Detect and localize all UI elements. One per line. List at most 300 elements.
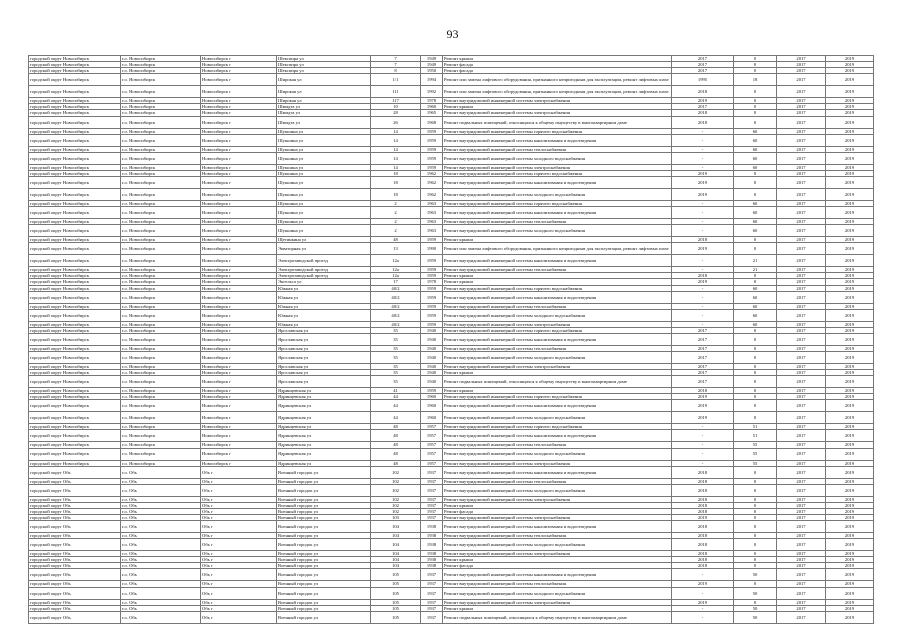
cell-district: г.о. Обь xyxy=(121,496,201,502)
cell-municipality: городской округ Обь xyxy=(29,496,121,502)
cell-settlement: Новосибирск г xyxy=(201,74,277,86)
cell-period-start: 2017 xyxy=(777,146,826,152)
cell-build-year: 1959 xyxy=(421,237,443,243)
table-row xyxy=(29,134,874,146)
cell-build-year: 1937 xyxy=(421,587,443,599)
cell-work-type: Ремонт внутридомовой инженерной системы холодного водоснабжения xyxy=(443,351,672,363)
table-row xyxy=(29,448,874,460)
cell-cost-share: 0 xyxy=(734,496,777,502)
cell-build-year: 1959 xyxy=(421,152,443,164)
cell-work-type: Ремонт крыши xyxy=(443,273,672,279)
cell-work-type: Ремонт внутридомовой инженерной системы канализования и водоотведения xyxy=(443,176,672,188)
cell-district: г.о. Новосибирск xyxy=(121,363,201,369)
cell-settlement: Новосибирск г xyxy=(201,285,277,291)
cell-period-end: 2019 xyxy=(826,460,874,466)
cell-settlement: Новосибирск г xyxy=(201,376,277,388)
cell-district: г.о. Обь xyxy=(121,563,201,569)
cell-plan-year: - xyxy=(672,430,734,442)
cell-house-number: 28 xyxy=(371,110,421,116)
cell-plan-year: 2019 xyxy=(672,581,734,587)
cell-municipality: городской округ Новосибирск xyxy=(29,255,121,267)
cell-plan-year: - xyxy=(672,146,734,152)
cell-work-type: Ремонт внутридомовой инженерной системы теплоснабжения xyxy=(443,478,672,484)
cell-settlement: Новосибирск г xyxy=(201,237,277,243)
cell-period-end: 2019 xyxy=(826,303,874,309)
cell-house-number: 48 xyxy=(371,448,421,460)
cell-municipality: городской округ Новосибирск xyxy=(29,424,121,430)
cell-period-end: 2019 xyxy=(826,134,874,146)
cell-plan-year: - xyxy=(672,285,734,291)
cell-plan-year: 2017 xyxy=(672,104,734,110)
cell-build-year: 1959 xyxy=(421,388,443,394)
cell-house-number: 102 xyxy=(371,484,421,496)
repair-schedule-table-container xyxy=(28,55,873,624)
cell-period-end: 2019 xyxy=(826,551,874,557)
cell-cost-share: 60 xyxy=(734,321,777,327)
cell-house-number: 12а xyxy=(371,273,421,279)
cell-plan-year: - xyxy=(672,442,734,448)
cell-period-end: 2019 xyxy=(826,62,874,68)
cell-district: г.о. Новосибирск xyxy=(121,460,201,466)
cell-work-type: Ремонт внутридомовой инженерной системы горячего водоснабжения xyxy=(443,128,672,134)
cell-plan-year: 2018 xyxy=(672,110,734,116)
cell-cost-share: 60 xyxy=(734,200,777,206)
table-row xyxy=(29,176,874,188)
cell-build-year: 1959 xyxy=(421,321,443,327)
cell-settlement: Обь г xyxy=(201,551,277,557)
cell-cost-share: 0 xyxy=(734,176,777,188)
cell-cost-share: 0 xyxy=(734,363,777,369)
cell-municipality: городской округ Обь xyxy=(29,557,121,563)
table-row xyxy=(29,484,874,496)
cell-municipality: городской округ Новосибирск xyxy=(29,86,121,98)
cell-district: г.о. Новосибирск xyxy=(121,146,201,152)
cell-work-type: Ремонт или замена лифтового оборудования, признанного непригодным для эксплуатации, ремонт лифтовых шахт xyxy=(443,74,672,86)
cell-period-start: 2017 xyxy=(777,86,826,98)
cell-municipality: городской округ Новосибирск xyxy=(29,128,121,134)
cell-street: Ядринцевская ул xyxy=(277,400,371,412)
cell-build-year: 1959 xyxy=(421,255,443,267)
cell-plan-year: - xyxy=(672,164,734,170)
cell-house-number: 12а xyxy=(371,267,421,273)
cell-build-year: 1937 xyxy=(421,581,443,587)
cell-municipality: городской округ Новосибирск xyxy=(29,267,121,273)
cell-build-year: 1978 xyxy=(421,98,443,104)
cell-district: г.о. Обь xyxy=(121,502,201,508)
cell-build-year: 1937 xyxy=(421,508,443,514)
cell-period-start: 2017 xyxy=(777,225,826,237)
cell-settlement: Новосибирск г xyxy=(201,321,277,327)
cell-period-start: 2017 xyxy=(777,557,826,563)
cell-period-end: 2019 xyxy=(826,152,874,164)
cell-period-end: 2019 xyxy=(826,533,874,539)
cell-build-year: 1938 xyxy=(421,521,443,533)
cell-settlement: Новосибирск г xyxy=(201,291,277,303)
cell-house-number: 2 xyxy=(371,200,421,206)
cell-house-number: 103 xyxy=(371,515,421,521)
cell-settlement: Новосибирск г xyxy=(201,345,277,351)
cell-district: г.о. Новосибирск xyxy=(121,424,201,430)
table-row xyxy=(29,333,874,345)
cell-municipality: городской округ Обь xyxy=(29,551,121,557)
cell-period-start: 2017 xyxy=(777,188,826,200)
table-row xyxy=(29,521,874,533)
cell-work-type: Ремонт внутридомовой инженерной системы холодного водоснабжения xyxy=(443,309,672,321)
cell-district: г.о. Новосибирск xyxy=(121,104,201,110)
cell-cost-share: 60 xyxy=(734,285,777,291)
table-row xyxy=(29,291,874,303)
table-row xyxy=(29,376,874,388)
cell-cost-share: 0 xyxy=(734,515,777,521)
cell-build-year: 1960 xyxy=(421,394,443,400)
cell-work-type: Ремонт крыши xyxy=(443,279,672,285)
cell-house-number: 48 xyxy=(371,442,421,448)
cell-house-number: 105 xyxy=(371,569,421,581)
cell-plan-year: - xyxy=(672,605,734,611)
cell-house-number: 48 xyxy=(371,424,421,430)
cell-build-year: 1963 xyxy=(421,207,443,219)
cell-period-start: 2017 xyxy=(777,388,826,394)
cell-district: г.о. Обь xyxy=(121,521,201,533)
cell-municipality: городской округ Новосибирск xyxy=(29,400,121,412)
cell-settlement: Обь г xyxy=(201,508,277,514)
cell-district: г.о. Новосибирск xyxy=(121,164,201,170)
cell-house-number: 14 xyxy=(371,134,421,146)
cell-street: Военный городок ул xyxy=(277,502,371,508)
cell-municipality: городской округ Новосибирск xyxy=(29,219,121,225)
cell-street: Электрозаводской проезд xyxy=(277,255,371,267)
cell-build-year: 1959 xyxy=(421,267,443,273)
cell-build-year: 1978 xyxy=(421,279,443,285)
cell-street: Электрозаводской проезд xyxy=(277,273,371,279)
cell-period-end: 2019 xyxy=(826,219,874,225)
cell-district: г.о. Новосибирск xyxy=(121,237,201,243)
cell-period-end: 2019 xyxy=(826,237,874,243)
cell-work-type: Ремонт фасада xyxy=(443,62,672,68)
cell-cost-share: 60 xyxy=(734,219,777,225)
cell-plan-year: - xyxy=(672,225,734,237)
cell-plan-year: 2017 xyxy=(672,68,734,74)
cell-street: Шекспира ул xyxy=(277,56,371,62)
cell-house-number: 18 xyxy=(371,170,421,176)
cell-district: г.о. Новосибирск xyxy=(121,412,201,424)
cell-plan-year: 2019 xyxy=(672,412,734,424)
cell-municipality: городской округ Новосибирск xyxy=(29,412,121,424)
cell-work-type: Ремонт внутридомовой инженерной системы канализования и водоотведения xyxy=(443,134,672,146)
cell-municipality: городской округ Новосибирск xyxy=(29,146,121,152)
cell-district: г.о. Новосибирск xyxy=(121,243,201,255)
cell-period-end: 2019 xyxy=(826,539,874,551)
cell-plan-year: 2018 xyxy=(672,496,734,502)
cell-cost-share: 50 xyxy=(734,587,777,599)
cell-settlement: Новосибирск г xyxy=(201,98,277,104)
cell-period-end: 2019 xyxy=(826,68,874,74)
cell-period-end: 2019 xyxy=(826,327,874,333)
cell-period-end: 2019 xyxy=(826,502,874,508)
cell-municipality: городской округ Обь xyxy=(29,466,121,478)
cell-period-start: 2017 xyxy=(777,430,826,442)
cell-work-type: Ремонт крыши xyxy=(443,388,672,394)
cell-street: Южная ул xyxy=(277,291,371,303)
cell-period-end: 2019 xyxy=(826,225,874,237)
cell-period-start: 2017 xyxy=(777,484,826,496)
cell-district: г.о. Новосибирск xyxy=(121,448,201,460)
cell-settlement: Новосибирск г xyxy=(201,448,277,460)
cell-period-end: 2019 xyxy=(826,521,874,533)
cell-period-start: 2017 xyxy=(777,478,826,484)
cell-period-end: 2019 xyxy=(826,285,874,291)
cell-build-year: 1959 xyxy=(421,291,443,303)
cell-plan-year: - xyxy=(672,152,734,164)
cell-district: г.о. Новосибирск xyxy=(121,388,201,394)
table-row xyxy=(29,611,874,623)
cell-build-year: 1968 xyxy=(421,116,443,128)
cell-build-year: 1940 xyxy=(421,345,443,351)
cell-house-number: 48 xyxy=(371,460,421,466)
cell-house-number: 1/1 xyxy=(371,74,421,86)
cell-plan-year: 2019 xyxy=(672,400,734,412)
cell-district: г.о. Обь xyxy=(121,508,201,514)
cell-municipality: городской округ Новосибирск xyxy=(29,176,121,188)
cell-period-start: 2017 xyxy=(777,285,826,291)
cell-period-start: 2017 xyxy=(777,333,826,345)
cell-house-number: 17 xyxy=(371,279,421,285)
cell-house-number: 13 xyxy=(371,243,421,255)
cell-period-start: 2017 xyxy=(777,152,826,164)
table-row xyxy=(29,86,874,98)
cell-municipality: городской округ Новосибирск xyxy=(29,116,121,128)
cell-cost-share: 0 xyxy=(734,533,777,539)
cell-plan-year: 2018 xyxy=(672,86,734,98)
cell-municipality: городской округ Новосибирск xyxy=(29,285,121,291)
cell-street: Ярославская ул xyxy=(277,345,371,351)
cell-street: Южная ул xyxy=(277,303,371,309)
cell-build-year: 1937 xyxy=(421,605,443,611)
table-row xyxy=(29,587,874,599)
cell-street: Электрозаводской проезд xyxy=(277,267,371,273)
cell-municipality: городской округ Обь xyxy=(29,508,121,514)
cell-work-type: Ремонт внутридомовой инженерной системы теплоснабжения xyxy=(443,533,672,539)
cell-cost-share: 0 xyxy=(734,502,777,508)
cell-municipality: городской округ Обь xyxy=(29,599,121,605)
cell-build-year: 1960 xyxy=(421,400,443,412)
cell-build-year: 1940 xyxy=(421,376,443,388)
cell-build-year: 1957 xyxy=(421,448,443,460)
cell-period-start: 2017 xyxy=(777,563,826,569)
cell-build-year: 1940 xyxy=(421,370,443,376)
cell-cost-share: 0 xyxy=(734,279,777,285)
cell-cost-share: 0 xyxy=(734,237,777,243)
cell-house-number: 104 xyxy=(371,533,421,539)
cell-period-end: 2019 xyxy=(826,164,874,170)
cell-work-type: Ремонт внутридомовой инженерной системы электроснабжения xyxy=(443,321,672,327)
cell-work-type: Ремонт внутридомовой инженерной системы холодного водоснабжения xyxy=(443,225,672,237)
cell-work-type: Ремонт фасада xyxy=(443,68,672,74)
cell-period-end: 2019 xyxy=(826,442,874,448)
cell-build-year: 1937 xyxy=(421,466,443,478)
cell-build-year: 1963 xyxy=(421,225,443,237)
cell-cost-share: 55 xyxy=(734,442,777,448)
cell-street: Ядринцевская ул xyxy=(277,394,371,400)
cell-district: г.о. Обь xyxy=(121,599,201,605)
cell-work-type: Ремонт внутридомовой инженерной системы электроснабжения xyxy=(443,599,672,605)
table-row xyxy=(29,152,874,164)
cell-build-year: 1959 xyxy=(421,273,443,279)
cell-period-start: 2017 xyxy=(777,370,826,376)
cell-period-start: 2017 xyxy=(777,164,826,170)
cell-street: Военный городок ул xyxy=(277,587,371,599)
cell-municipality: городской округ Новосибирск xyxy=(29,279,121,285)
cell-period-start: 2017 xyxy=(777,273,826,279)
cell-work-type: Ремонт внутридомовой инженерной системы канализования и водоотведения xyxy=(443,400,672,412)
cell-work-type: Ремонт внутридомовой инженерной системы холодного водоснабжения xyxy=(443,448,672,460)
cell-municipality: городской округ Обь xyxy=(29,569,121,581)
cell-cost-share: 0 xyxy=(734,110,777,116)
cell-street: Энгельса ул xyxy=(277,279,371,285)
cell-plan-year: - xyxy=(672,321,734,327)
cell-build-year: 1937 xyxy=(421,599,443,605)
cell-period-end: 2019 xyxy=(826,484,874,496)
cell-build-year: 1959 xyxy=(421,285,443,291)
cell-district: г.о. Новосибирск xyxy=(121,110,201,116)
cell-settlement: Обь г xyxy=(201,539,277,551)
cell-cost-share: 50 xyxy=(734,611,777,623)
cell-district: г.о. Новосибирск xyxy=(121,333,201,345)
cell-plan-year: - xyxy=(672,611,734,623)
cell-build-year: 1940 xyxy=(421,333,443,345)
cell-cost-share: 21 xyxy=(734,267,777,273)
cell-house-number: 102 xyxy=(371,466,421,478)
cell-municipality: городской округ Новосибирск xyxy=(29,273,121,279)
cell-period-end: 2019 xyxy=(826,448,874,460)
cell-plan-year: 2017 xyxy=(672,333,734,345)
cell-work-type: Ремонт внутридомовой инженерной системы электроснабжения xyxy=(443,363,672,369)
cell-district: г.о. Обь xyxy=(121,539,201,551)
cell-district: г.о. Обь xyxy=(121,533,201,539)
cell-district: г.о. Новосибирск xyxy=(121,327,201,333)
cell-house-number: 105 xyxy=(371,581,421,587)
cell-period-end: 2019 xyxy=(826,267,874,273)
cell-period-end: 2019 xyxy=(826,170,874,176)
cell-period-start: 2017 xyxy=(777,243,826,255)
cell-municipality: городской округ Обь xyxy=(29,563,121,569)
cell-house-number: 35 xyxy=(371,351,421,363)
cell-municipality: городской округ Новосибирск xyxy=(29,442,121,448)
cell-house-number: 35 xyxy=(371,376,421,388)
cell-municipality: городской округ Новосибирск xyxy=(29,376,121,388)
cell-settlement: Обь г xyxy=(201,563,277,569)
cell-work-type: Ремонт внутридомовой инженерной системы холодного водоснабжения xyxy=(443,539,672,551)
cell-house-number: 40/2 xyxy=(371,321,421,327)
cell-period-start: 2017 xyxy=(777,460,826,466)
cell-municipality: городской округ Обь xyxy=(29,484,121,496)
cell-build-year: 1963 xyxy=(421,219,443,225)
cell-settlement: Новосибирск г xyxy=(201,273,277,279)
cell-period-end: 2019 xyxy=(826,255,874,267)
cell-build-year: 1992 xyxy=(421,86,443,98)
cell-district: г.о. Новосибирск xyxy=(121,62,201,68)
cell-house-number: 10 xyxy=(371,104,421,110)
cell-municipality: городской округ Новосибирск xyxy=(29,309,121,321)
cell-house-number: 102 xyxy=(371,478,421,484)
cell-plan-year: 2019 xyxy=(672,243,734,255)
cell-work-type: Ремонт внутридомовой инженерной системы канализования и водоотведения xyxy=(443,430,672,442)
cell-street: Военный городок ул xyxy=(277,521,371,533)
cell-municipality: городской округ Новосибирск xyxy=(29,68,121,74)
cell-period-start: 2017 xyxy=(777,515,826,521)
cell-cost-share: 0 xyxy=(734,188,777,200)
cell-house-number: 48 xyxy=(371,237,421,243)
cell-period-end: 2019 xyxy=(826,116,874,128)
cell-municipality: городской округ Новосибирск xyxy=(29,56,121,62)
cell-cost-share: 55 xyxy=(734,460,777,466)
cell-plan-year: 2018 xyxy=(672,563,734,569)
cell-municipality: городской округ Новосибирск xyxy=(29,460,121,466)
cell-cost-share: 0 xyxy=(734,484,777,496)
cell-house-number: 41 xyxy=(371,388,421,394)
cell-settlement: Обь г xyxy=(201,611,277,623)
cell-plan-year: 2019 xyxy=(672,279,734,285)
cell-build-year: 1937 xyxy=(421,496,443,502)
cell-municipality: городской округ Обь xyxy=(29,581,121,587)
cell-settlement: Новосибирск г xyxy=(201,200,277,206)
cell-street: Ярославская ул xyxy=(277,376,371,388)
cell-period-end: 2019 xyxy=(826,56,874,62)
cell-period-start: 2017 xyxy=(777,412,826,424)
cell-municipality: городской округ Новосибирск xyxy=(29,207,121,219)
cell-street: Ядринцевская ул xyxy=(277,388,371,394)
cell-street: Щетинкина ул xyxy=(277,237,371,243)
cell-settlement: Новосибирск г xyxy=(201,388,277,394)
cell-house-number: 105 xyxy=(371,611,421,623)
cell-house-number: 104 xyxy=(371,557,421,563)
cell-work-type: Ремонт крыши xyxy=(443,502,672,508)
cell-build-year: 1937 xyxy=(421,569,443,581)
cell-house-number: 35 xyxy=(371,333,421,345)
cell-settlement: Новосибирск г xyxy=(201,86,277,98)
cell-period-start: 2017 xyxy=(777,207,826,219)
cell-period-end: 2019 xyxy=(826,599,874,605)
cell-period-start: 2017 xyxy=(777,394,826,400)
cell-period-start: 2017 xyxy=(777,309,826,321)
cell-period-start: 2017 xyxy=(777,74,826,86)
cell-settlement: Новосибирск г xyxy=(201,176,277,188)
cell-settlement: Обь г xyxy=(201,478,277,484)
cell-district: г.о. Новосибирск xyxy=(121,285,201,291)
cell-build-year: 1937 xyxy=(421,515,443,521)
cell-work-type: Ремонт фасада xyxy=(443,508,672,514)
cell-build-year: 1965 xyxy=(421,110,443,116)
cell-period-start: 2017 xyxy=(777,376,826,388)
cell-street: Шекспира ул xyxy=(277,68,371,74)
cell-house-number: 111 xyxy=(371,86,421,98)
cell-street: Шукшина ул xyxy=(277,200,371,206)
cell-build-year: 1959 xyxy=(421,303,443,309)
cell-street: Ядринцевская ул xyxy=(277,448,371,460)
cell-street: Широкая ул xyxy=(277,86,371,98)
cell-cost-share: 0 xyxy=(734,394,777,400)
cell-cost-share: 0 xyxy=(734,333,777,345)
cell-build-year: 1959 xyxy=(421,164,443,170)
cell-cost-share: 0 xyxy=(734,376,777,388)
cell-district: г.о. Обь xyxy=(121,478,201,484)
cell-municipality: городской округ Новосибирск xyxy=(29,345,121,351)
cell-plan-year: - xyxy=(672,569,734,581)
cell-street: Шукшина ул xyxy=(277,219,371,225)
cell-street: Шукшина ул xyxy=(277,134,371,146)
cell-district: г.о. Новосибирск xyxy=(121,267,201,273)
cell-house-number: 117 xyxy=(371,98,421,104)
